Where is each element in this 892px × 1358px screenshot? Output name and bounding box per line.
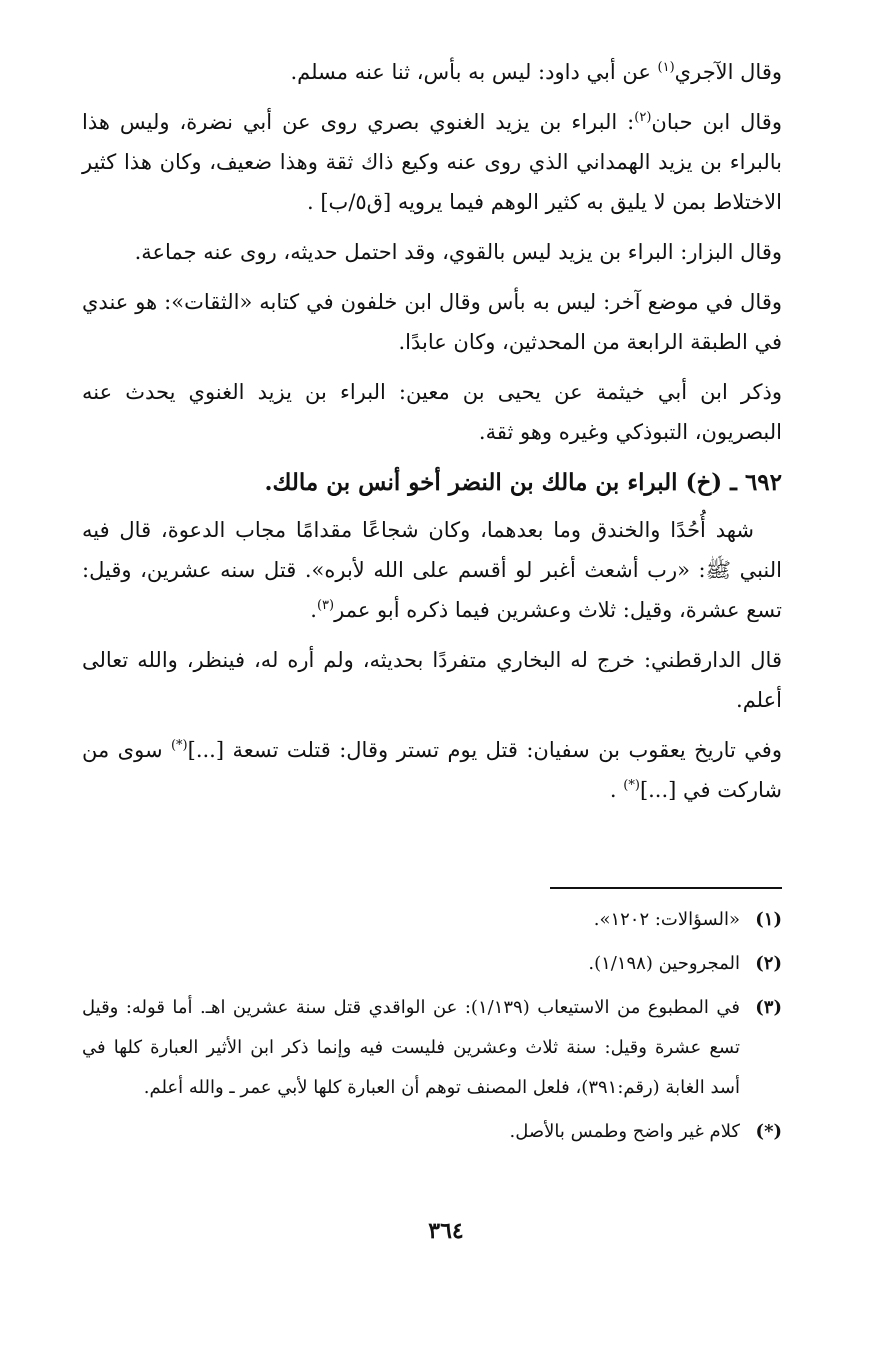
paragraph-text: عن أبي داود: ليس به بأس، ثنا عنه مسلم.	[290, 60, 658, 84]
paragraph-text: : البراء بن يزيد الغنوي بصري روى عن أبي نضرة، وليس هذا بالبراء بن يزيد الهمداني الذي روى عنه وكيع ذاك ثقة وهذا ضعيف، وكان هذا كثير الاختلاط بمن لا يليق به كثير الوهم فيما يرويه [ق٥/ب] .	[82, 110, 782, 214]
footnote-1	[82, 900, 782, 940]
paragraph-ibn-khalfun	[82, 282, 782, 362]
footnote-number: (٣)	[755, 997, 782, 1018]
footnote-text: المجروحين (١/١٩٨).	[588, 953, 740, 974]
paragraph-ibn-abi-khaythama	[82, 372, 782, 452]
paragraph-text: .	[310, 598, 317, 622]
footnote-divider	[550, 887, 782, 889]
main-text	[82, 52, 782, 820]
paragraph-text: وذكر ابن أبي خيثمة عن يحيى بن معين: البراء بن يزيد الغنوي يحدث عنه البصريون، التبوذكي وغيره وهو ثقة.	[82, 380, 782, 444]
footnote-star	[82, 1112, 782, 1152]
footnote-number: (١)	[755, 909, 782, 930]
footnote-text: في المطبوع من الاستيعاب (١/١٣٩): عن الواقدي قتل سنة عشرين اهـ. أما قوله: وقيل تسع عشرة وقيل: سنة ثلاث وعشرين فليست فيه وإنما ذكر ابن الأثير العبارة كلها في أسد الغابة (رقم:٣٩١)، فلعل المصنف توهم أن العبارة كلها لأبي عمر ـ والله أعلم.	[82, 997, 740, 1098]
footnote-ref-star: (*)	[170, 738, 188, 753]
paragraph-daraqutni	[82, 640, 782, 720]
footnote-3	[82, 988, 782, 1108]
footnote-ref-1: (١)	[657, 60, 675, 75]
paragraph-ajurri	[82, 52, 782, 92]
footnote-number: (٢)	[755, 953, 782, 974]
paragraph-text: قال الدارقطني: خرج له البخاري متفردًا بحديثه، ولم أره له، فينظر، والله تعالى أعلم.	[82, 648, 782, 712]
paragraph-text: وقال في موضع آخر: ليس به بأس وقال ابن خلفون في كتابه «الثقات»: هو عندي في الطبقة الرابعة من المحدثين، وكان عابدًا.	[82, 290, 782, 354]
paragraph-bazzar	[82, 232, 782, 272]
footnote-number: (*)	[755, 1121, 782, 1142]
footnote-ref-3: (٣)	[316, 598, 335, 613]
paragraph-text: وقال البزار: البراء بن يزيد ليس بالقوي، وقد احتمل حديثه، روى عنه جماعة.	[134, 240, 782, 264]
entry-heading: ٦٩٢ ـ (خ) البراء بن مالك بن النضر أخو أنس بن مالك.	[264, 469, 782, 496]
footnote-text: «السؤالات: ١٢٠٢».	[593, 909, 740, 930]
page-number: ٣٦٤	[428, 1218, 464, 1244]
footnote-ref-2: (٢)	[634, 110, 652, 125]
footnote-ref-star: (*)	[623, 778, 640, 793]
paragraph-text: سوى من شاركت في [...]	[82, 738, 782, 802]
paragraph-entry-bio	[82, 510, 782, 630]
footnotes	[82, 900, 782, 1156]
paragraph-text: .	[609, 778, 624, 802]
paragraph-text: وفي تاريخ يعقوب بن سفيان: قتل يوم تستر وقال: قتلت تسعة [...]	[187, 738, 782, 762]
paragraph-text: شهد أُحُدًا والخندق وما بعدهما، وكان شجاعًا مقدامًا مجاب الدعوة، قال فيه النبي ﷺ: «رب أشعث أغبر لو أقسم على الله لأبره». قتل سنه عشرين، وقيل: تسع عشرة، وقيل: ثلاث وعشرين فيما ذكره أبو عمر	[82, 518, 782, 622]
footnote-2	[82, 944, 782, 984]
footnote-text: كلام غير واضح وطمس بالأصل.	[509, 1121, 740, 1142]
paragraph-yaqub	[82, 730, 782, 810]
paragraph-text: وقال ابن حبان	[651, 110, 782, 134]
paragraph-text: وقال الآجري	[674, 60, 782, 84]
paragraph-ibn-hibban	[82, 102, 782, 222]
